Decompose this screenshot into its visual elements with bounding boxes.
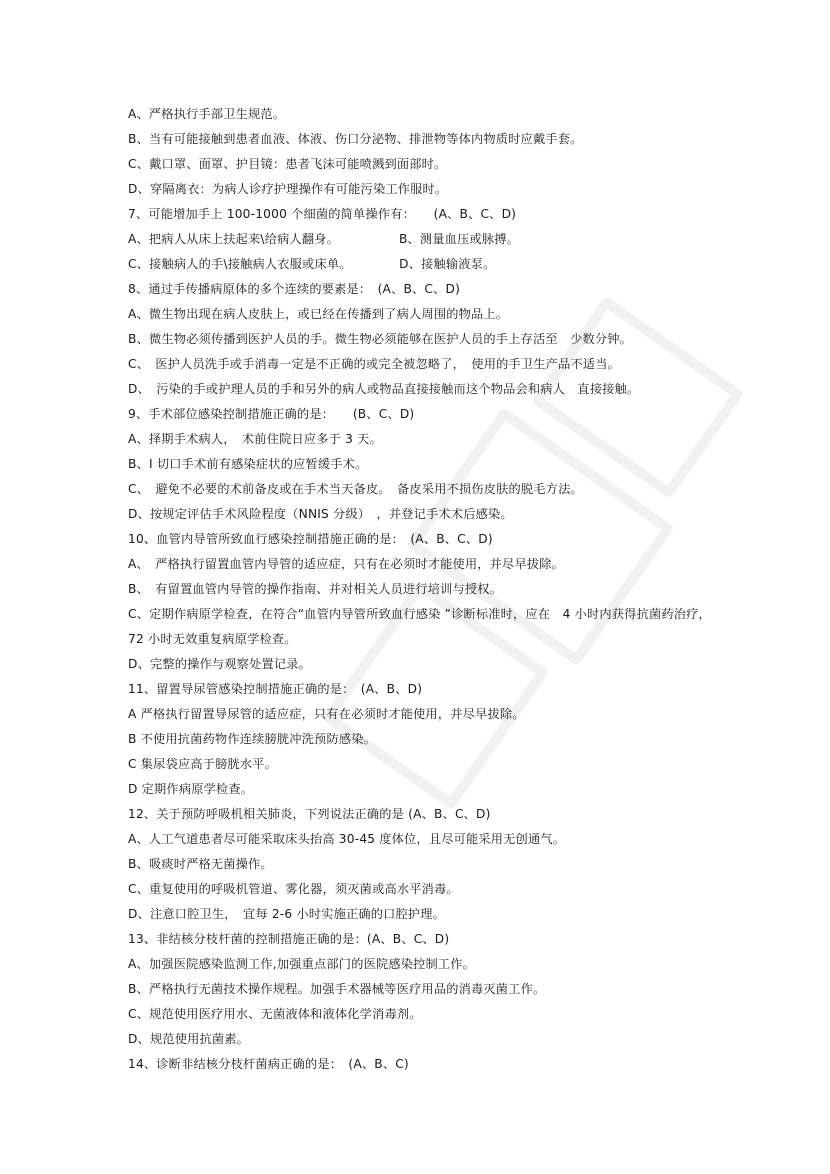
text-line: B、 有留置血管内导管的操作指南、并对相关人员进行培训与授权。 (128, 582, 503, 596)
text-line: B、严格执行无菌技术操作规程。加强手术器械等医疗用品的消毒灭菌工作。 (128, 982, 546, 996)
text-line: B、当有可能接触到患者血液、体液、伤口分泌物、排泄物等体内物质时应戴手套。 (128, 132, 583, 146)
question-heading: 14、诊断非结核分枝杆菌病正确的是： (A、B、C) (128, 1057, 409, 1071)
text-line: C、接触病人的手\接触病人衣服或床单。 D、接触输液泵。 (128, 257, 496, 271)
text-line: B、微生物必须传播到医护人员的手。微生物必须能够在医护人员的手上存活至 少数分钟。 (128, 332, 633, 346)
question-heading: 11、留置导尿管感染控制措施正确的是： (A、B、D) (128, 682, 423, 696)
text-line: D、注意口腔卫生， 宜每 2-6 小时实施正确的口腔护理。 (128, 907, 446, 921)
text-line: D、按规定评估手术风险程度（NNIS 分级） ，并登记手术术后感染。 (128, 507, 513, 521)
text-line: C、 医护人员洗手或手消毒一定是不正确的或完全被忽略了， 使用的手卫生产品不适当。 (128, 357, 621, 371)
text-line: C、 避免不必要的术前备皮或在手术当天备皮。 备皮采用不损伤皮肤的脱毛方法。 (128, 482, 583, 496)
text-line: A、加强医院感染监测工作,加强重点部门的医院感染控制工作。 (128, 957, 476, 971)
text-line: C、戴口罩、面罩、护目镜：患者飞沫可能喷溅到面部时。 (128, 157, 447, 171)
text-line: D 定期作病原学检查。 (128, 782, 254, 796)
text-line: 72 小时无效重复病原学检查。 (128, 632, 297, 646)
text-line: A、 严格执行留置血管内导管的适应症，只有在必须时才能使用，并尽早拔除。 (128, 557, 564, 571)
text-line: D、规范使用抗菌素。 (128, 1032, 250, 1046)
text-line: D、完整的操作与观察处置记录。 (128, 657, 312, 671)
text-line: C、重复使用的呼吸机管道、雾化器，须灭菌或高水平消毒。 (128, 882, 459, 896)
text-line: B、I 切口手术前有感染症状的应暂缓手术。 (128, 457, 368, 471)
text-line: A、把病人从床上扶起来\给病人翻身。 B、测量血压或脉搏。 (128, 232, 520, 246)
text-line: C 集尿袋应高于膀胱水平。 (128, 757, 278, 771)
text-line: B、吸痰时严格无菌操作。 (128, 857, 273, 871)
text-line: D、穿隔离衣：为病人诊疗护理操作有可能污染工作服时。 (128, 182, 448, 196)
text-line: A、严格执行手部卫生规范。 (128, 107, 286, 121)
text-line: A、微生物出现在病人皮肤上，或已经在传播到了病人周围的物品上。 (128, 307, 509, 321)
text-line: B 不使用抗菌药物作连续膀胱冲洗预防感染。 (128, 732, 376, 746)
question-heading: 7、可能增加手上 100-1000 个细菌的简单操作有： (A、B、C、D) (128, 207, 517, 221)
question-heading: 9、手术部位感染控制措施正确的是： (B、C、D) (128, 407, 415, 421)
text-line: C、定期作病原学检查，在符合“血管内导管所致血行感染 ”诊断标准时，应在 4 小时内获得抗菌药治疗， (128, 607, 711, 621)
text-line: D、 污染的手或护理人员的手和另外的病人或物品直接接触而这个物品会和病人 直接接触。 (128, 382, 640, 396)
text-line: A、人工气道患者尽可能采取床头抬高 30-45 度体位，且尽可能采用无创通气。 (128, 832, 566, 846)
text-line: C、规范使用医疗用水、无菌液体和液体化学消毒剂。 (128, 1007, 422, 1021)
question-heading: 10、血管内导管所致血行感染控制措施正确的是： (A、B、C、D) (128, 532, 493, 546)
question-heading: 8、通过手传播病原体的多个连续的要素是： (A、B、C、D) (128, 282, 461, 296)
text-line: A 严格执行留置导尿管的适应症，只有在必须时才能使用，并尽早拔除。 (128, 707, 525, 721)
text-line: A、择期手术病人， 术前住院日应多于 3 天。 (128, 432, 382, 446)
question-heading: 13、非结核分枝杆菌的控制措施正确的是：(A、B、C、D) (128, 932, 450, 946)
question-heading: 12、关于预防呼吸机相关肺炎，下列说法正确的是 (A、B、C、D) (128, 807, 491, 821)
